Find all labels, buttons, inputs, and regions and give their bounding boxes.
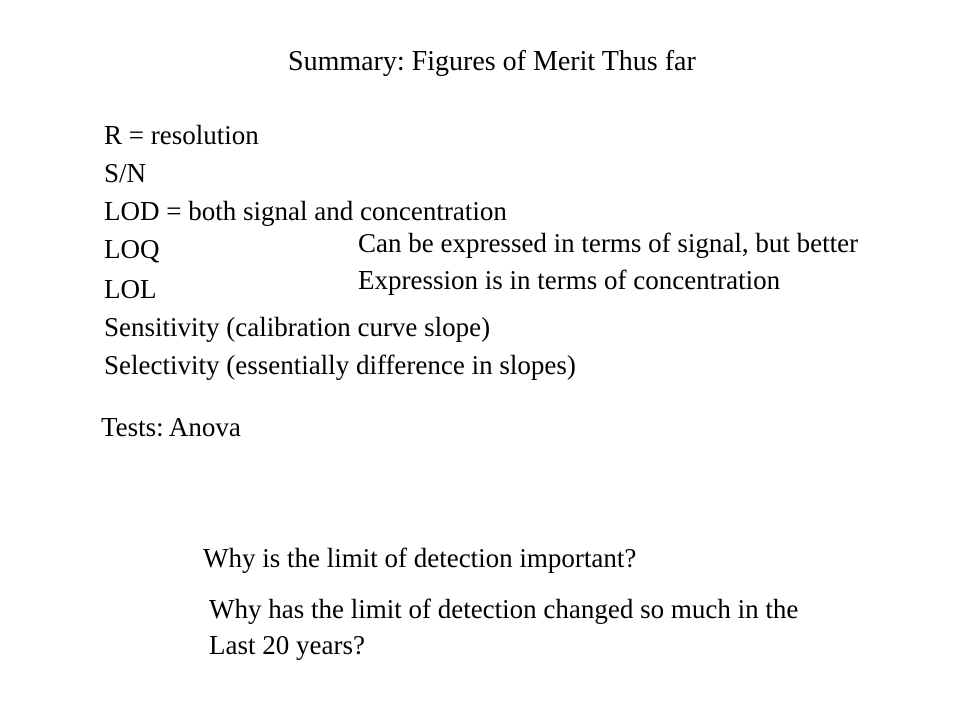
list-item: LOL [104,274,157,304]
list-item: Sensitivity (calibration curve slope) [104,312,491,342]
list-item: LOQ [104,234,160,264]
note-line-1: Can be expressed in terms of signal, but better [358,228,859,258]
question-1: Why is the limit of detection important? [203,543,637,573]
note-line-2: Expression is in terms of concentration [358,265,781,295]
question-2-line-2: Last 20 years? [209,630,365,660]
list-item: LOD = both signal and concentration [104,196,507,226]
list-item: R = resolution [104,120,259,150]
slide-title: Summary: Figures of Merit Thus far [288,46,696,77]
tests-label: Tests: Anova [101,412,241,442]
list-item: Selectivity (essentially difference in slopes) [104,350,576,380]
list-item: S/N [104,158,147,188]
question-2-line-1: Why has the limit of detection changed so much in the [209,594,799,624]
